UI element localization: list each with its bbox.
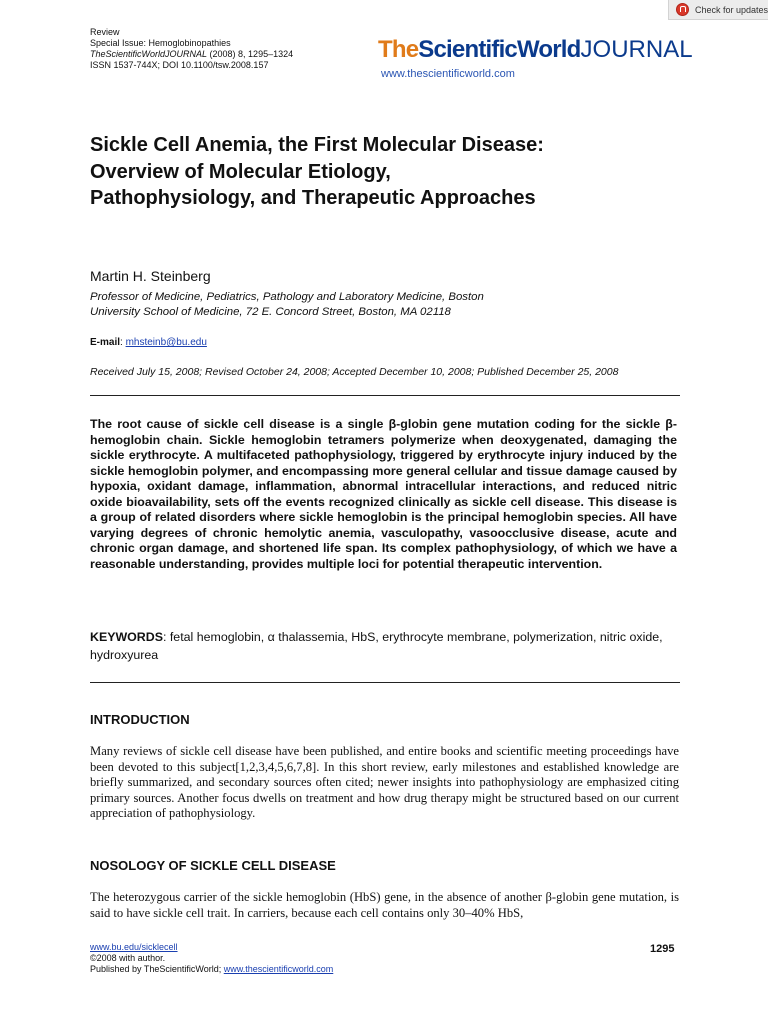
header-meta bbox=[90, 27, 293, 71]
check-for-updates-label: Check for updates bbox=[695, 4, 768, 15]
section-heading-nosology: NOSOLOGY OF SICKLE CELL DISEASE bbox=[90, 858, 336, 873]
citation bbox=[90, 49, 293, 60]
logo-journal: JOURNAL bbox=[580, 36, 693, 63]
article-dates: Received July 15, 2008; Revised October 24, 2008; Accepted December 10, 2008; Published December 25, 2008 bbox=[90, 366, 619, 378]
footer-link-sicklecell[interactable]: www.bu.edu/sicklecell bbox=[90, 942, 178, 952]
affiliation-line-1: Professor of Medicine, Pediatrics, Pathology and Laboratory Medicine, Boston bbox=[90, 291, 484, 303]
journal-logo bbox=[378, 36, 693, 64]
email-link[interactable]: mhsteinb@bu.edu bbox=[125, 337, 207, 348]
check-for-updates-button[interactable] bbox=[668, 0, 768, 20]
issn-doi: ISSN 1537-744X; DOI 10.1100/tsw.2008.157 bbox=[90, 60, 269, 70]
citation-journal: TheScientificWorldJOURNAL bbox=[90, 49, 208, 59]
special-issue: Special Issue: Hemoglobinopathies bbox=[90, 38, 231, 48]
logo-the: The bbox=[378, 36, 419, 63]
keywords-list: : fetal hemoglobin, α thalassemia, HbS, erythrocyte membrane, polymerization, nitric oxide, hydroxyurea bbox=[90, 630, 663, 662]
keywords bbox=[90, 629, 680, 664]
footer-copyright: ©2008 with author. bbox=[90, 953, 166, 963]
keywords-label: KEYWORDS bbox=[90, 630, 163, 644]
abstract: The root cause of sickle cell disease is a single β-globin gene mutation coding for the sickle β-hemoglobin chain. Sickle hemoglobin tetramers polymerize when deoxygenated, damaging the sickle erythrocyte. A multifaceted pathophysiology, triggered by erythrocyte injury induced by the sickle hemoglobin polymer, and encompassing more general cellular and tissue damage caused by hypoxia, oxidant damage, inflammation, abnormal intracellular interactions, and reduced nitric oxide bioavailability, sets off the events recognized clinically as sickle cell disease. This disease is a group of related disorders where sickle hemoglobin is the principal hemoglobin species. All have varying degrees of chronic hemolytic anemia, vasculopathy, vasoocclusive disease, acute and chronic organ damage, and shortened life span. Its complex pathophysiology, of which we have a reasonable understanding, provides multiple loci for potential therapeutic intervention. bbox=[90, 417, 677, 571]
update-badge-icon bbox=[676, 3, 689, 16]
footer-link-publisher[interactable]: www.thescientificworld.com bbox=[223, 964, 334, 974]
citation-details: (2008) 8, 1295–1324 bbox=[207, 49, 294, 59]
affiliation-line-2: University School of Medicine, 72 E. Concord Street, Boston, MA 02118 bbox=[90, 306, 451, 318]
author-name: Martin H. Steinberg bbox=[90, 268, 211, 284]
footer-published-by: Published by TheScientificWorld; bbox=[90, 964, 224, 974]
divider-top bbox=[90, 395, 680, 396]
section-heading-introduction: INTRODUCTION bbox=[90, 712, 190, 727]
introduction-paragraph: Many reviews of sickle cell disease have been published, and entire books and scientific meeting proceedings have been devoted to this subject[1,2,3,4,5,6,7,8]. In this short review, early milestones and established knowledge are briefly summarized, and secondary sources often cited; newer insights into pathophysiology are emphasized citing primary sources. Another focus dwells on treatment and how drug therapy might be structured based on our current appreciation of pathophysiology. bbox=[90, 744, 679, 821]
divider-bottom bbox=[90, 682, 680, 683]
email-label: E-mail bbox=[90, 337, 121, 348]
article-title: Sickle Cell Anemia, the First Molecular Disease: Overview of Molecular Etiology, Pathophysiology, and Therapeutic Approaches bbox=[90, 134, 544, 209]
journal-url[interactable]: www.thescientificworld.com bbox=[381, 68, 515, 80]
page-footer bbox=[90, 942, 333, 975]
logo-scientific-world: ScientificWorld bbox=[418, 36, 581, 63]
author-affiliation bbox=[90, 290, 484, 320]
nosology-paragraph: The heterozygous carrier of the sickle hemoglobin (HbS) gene, in the absence of another β-globin gene mutation, is said to have sickle cell trait. In carriers, because each cell contains only 30–40% HbS, bbox=[90, 890, 679, 920]
email-line: E-mail: mhsteinb@bu.edu bbox=[90, 337, 207, 348]
footer-publisher bbox=[90, 964, 333, 975]
page-number: 1295 bbox=[650, 943, 675, 955]
article-type: Review bbox=[90, 27, 120, 37]
